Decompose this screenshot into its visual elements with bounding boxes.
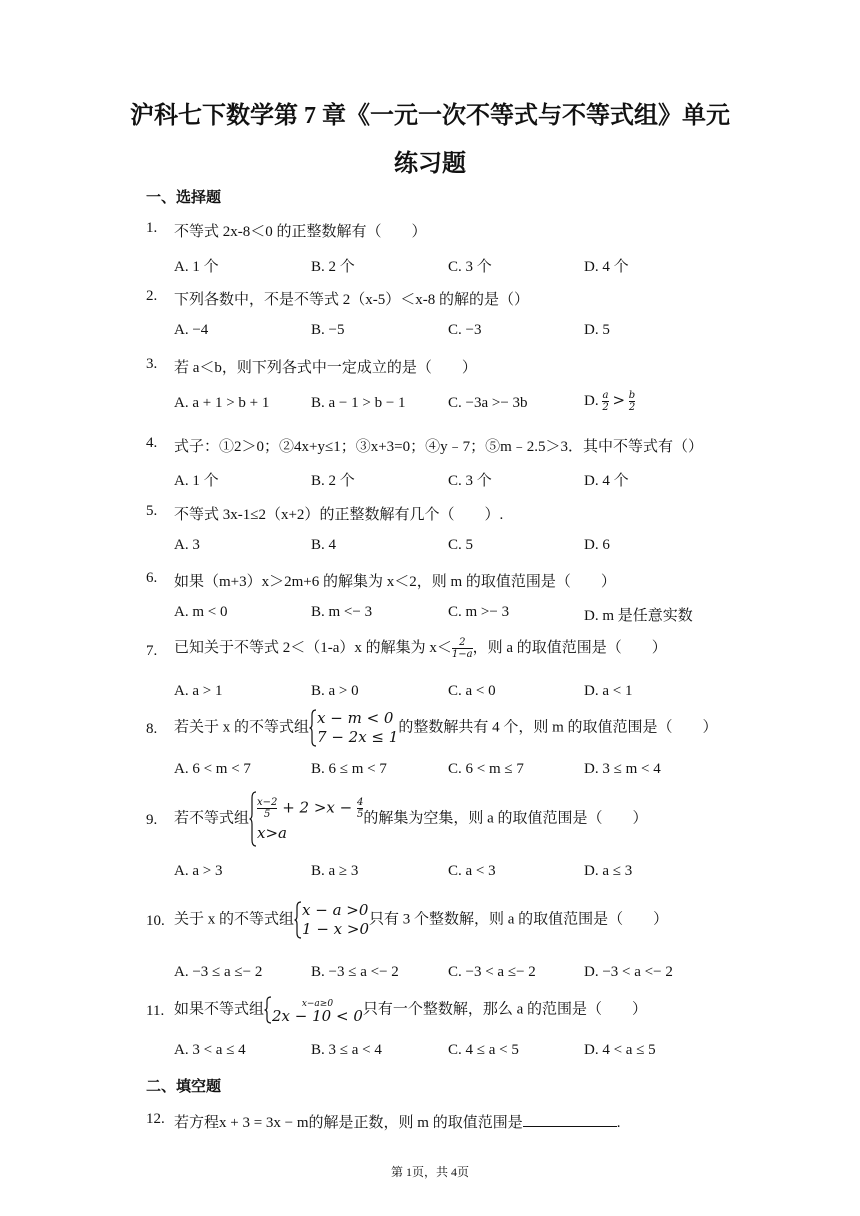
option-d: D. −3 < a <− 2 — [584, 964, 673, 980]
option-d: D. 3 ≤ m < 4 — [584, 761, 661, 777]
inequality-system: x−a≥0 2x − 10 < 0 — [272, 999, 363, 1025]
fraction-a-over-2: $\frac{a}{2}$ — [602, 390, 609, 413]
option-a: A. −3 ≤ a ≤− 2 — [174, 964, 263, 980]
stem-part: 若关于 x 的不等式组 — [174, 719, 310, 736]
question-number: 6. — [146, 570, 158, 586]
section-heading-fill: 二、填空题 — [146, 1079, 222, 1095]
option-d: D. 4 个 — [584, 473, 629, 489]
option-c: C. 3 个 — [448, 473, 492, 489]
question-stem: 若 a＜b，则下列各式中一定成立的是（ ） — [174, 360, 477, 376]
option-d: D. 6 — [584, 537, 610, 553]
question-number: 3. — [146, 356, 158, 372]
question-stem — [174, 996, 647, 1024]
question-stem: 不等式 2x-8＜0 的正整数解有（ ） — [174, 224, 427, 240]
stem-part: . — [616, 1115, 621, 1131]
greater-than-sign: > — [612, 390, 626, 409]
question-stem — [174, 709, 718, 747]
question-number: 10. — [146, 913, 165, 929]
page-title-line1: 沪科七下数学第 7 章《一元一次不等式与不等式组》单元 — [130, 103, 730, 129]
option-b: B. a − 1 > b − 1 — [311, 395, 406, 411]
question-number: 7. — [146, 643, 158, 659]
question-number: 8. — [146, 721, 158, 737]
question-stem: 下列各数中，不是不等式 2（x-5）＜x-8 的解的是（） — [174, 292, 529, 308]
stem-part: 如果不等式组 — [174, 1001, 265, 1018]
option-d: D. a < 1 — [584, 683, 633, 699]
option-a: A. 3 < a ≤ 4 — [174, 1042, 246, 1058]
option-b: B. 6 ≤ m < 7 — [311, 761, 387, 777]
fraction-x-minus-2-over-5: $\frac{x-2}{5}$ — [257, 796, 278, 820]
question-number: 2. — [146, 288, 158, 304]
option-d: D. 4 个 — [584, 259, 629, 275]
left-brace-icon — [294, 901, 302, 939]
question-stem: 不等式 3x-1≤2（x+2）的正整数解有几个（ ）. — [174, 507, 504, 523]
option-c: C. m >− 3 — [448, 604, 510, 620]
left-brace-icon — [309, 709, 317, 747]
option-a: A. 3 — [174, 537, 200, 553]
option-c: C. −3 < a ≤− 2 — [448, 964, 536, 980]
option-b: B. −5 — [311, 322, 345, 338]
question-stem — [174, 901, 668, 939]
question-number: 9. — [146, 812, 158, 828]
option-b: B. 2 个 — [311, 259, 355, 275]
stem-part: 若方程x + 3 = 3x − m的解是正数，则 m 的取值范围是 — [174, 1115, 523, 1131]
fraction-4-over-5: $\frac{4}{5}$ — [356, 796, 364, 820]
left-brace-icon — [264, 996, 272, 1024]
option-d-label: D. — [584, 392, 603, 409]
question-stem — [174, 636, 667, 660]
option-b: B. a ≥ 3 — [311, 863, 359, 879]
question-number: 4. — [146, 435, 158, 451]
stem-part: 已知关于不等式 2＜（1-a）x 的解集为 x＜ — [174, 640, 452, 656]
option-a: A. a + 1 > b + 1 — [174, 395, 270, 411]
section-heading-choice: 一、选择题 — [146, 190, 222, 206]
option-c: C. 6 < m ≤ 7 — [448, 761, 524, 777]
inequality-system: x − m < 0 7 − 2x ≤ 1 — [317, 709, 399, 746]
option-d — [584, 390, 635, 413]
option-a: A. m < 0 — [174, 604, 228, 620]
option-c: C. 3 个 — [448, 259, 492, 275]
question-stem: 式子：①2＞0；②4x+y≤1；③x+3=0；④y﹣7；⑤m﹣2.5＞3．其中不等式有（） — [174, 439, 704, 455]
option-c: C. a < 0 — [448, 683, 496, 699]
question-stem — [174, 791, 648, 847]
stem-part: 的整数解共有 4 个，则 m 的取值范围是（ ） — [398, 719, 718, 736]
stem-part: 的解集为空集，则 a 的取值范围是（ ） — [363, 810, 648, 827]
option-b: B. −3 ≤ a <− 2 — [311, 964, 399, 980]
option-c: C. 5 — [448, 537, 474, 553]
option-d: D. a ≤ 3 — [584, 863, 633, 879]
left-brace-icon — [249, 791, 257, 847]
option-d: D. 5 — [584, 322, 610, 338]
question-number: 11. — [146, 1003, 165, 1019]
answer-blank[interactable] — [523, 1112, 617, 1127]
option-c: C. −3a >− 3b — [448, 395, 528, 411]
stem-part: ，则 a 的取值范围是（ ） — [472, 640, 667, 656]
question-stem — [174, 1111, 620, 1132]
question-number: 12. — [146, 1111, 165, 1127]
inequality-system: x − a >0 1 − x >0 — [302, 901, 370, 938]
option-b: B. m <− 3 — [311, 604, 373, 620]
option-b: B. 2 个 — [311, 473, 355, 489]
page-footer: 第 1页，共 4页 — [390, 1165, 469, 1179]
stem-part: 只有一个整数解，那么 a 的范围是（ ） — [362, 1001, 648, 1018]
option-c: C. 4 ≤ a < 5 — [448, 1042, 519, 1058]
option-a: A. 1 个 — [174, 473, 219, 489]
option-a: A. 6 < m < 7 — [174, 761, 251, 777]
option-a: A. −4 — [174, 322, 209, 338]
option-b: B. a > 0 — [311, 683, 359, 699]
option-a: A. a > 3 — [174, 863, 223, 879]
option-b: B. 3 ≤ a < 4 — [311, 1042, 382, 1058]
stem-part: 只有 3 个整数解，则 a 的取值范围是（ ） — [369, 911, 669, 928]
fraction-2-over-1-minus-a: $\frac{2}{1-a}$ — [451, 637, 473, 661]
option-d: D. m 是任意实数 — [584, 608, 693, 624]
option-d: D. 4 < a ≤ 5 — [584, 1042, 656, 1058]
fraction-b-over-2: $\frac{b}{2}$ — [628, 390, 636, 413]
stem-part: 若不等式组 — [174, 810, 250, 827]
question-number: 1. — [146, 220, 158, 236]
option-a: A. a > 1 — [174, 683, 223, 699]
option-c: C. a < 3 — [448, 863, 496, 879]
option-c: C. −3 — [448, 322, 482, 338]
question-number: 5. — [146, 503, 158, 519]
option-a: A. 1 个 — [174, 259, 219, 275]
page-title-line2: 练习题 — [394, 151, 466, 177]
inequality-system: $\frac{x-2}{5}$ + $2 >x - \frac{4}{5}$ x>a — [257, 796, 364, 842]
question-stem: 如果（m+3）x＞2m+6 的解集为 x＜2，则 m 的取值范围是（ ） — [174, 574, 616, 590]
option-b: B. 4 — [311, 537, 337, 553]
stem-part: 关于 x 的不等式组 — [174, 911, 295, 928]
